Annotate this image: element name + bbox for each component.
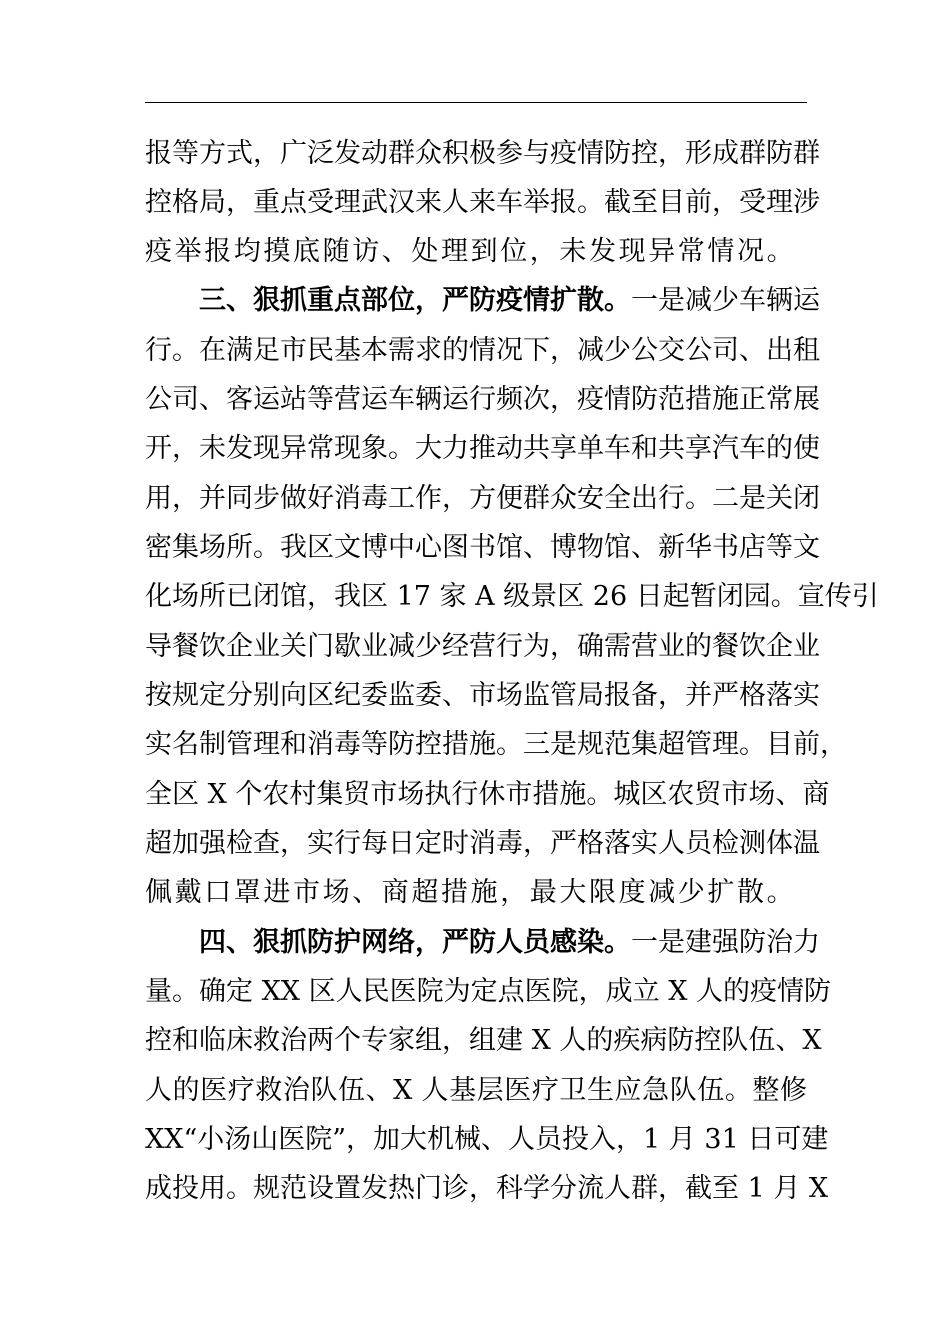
text-line: 密集场所。我区文博中心图书馆、博物馆、新华书店等文 <box>145 532 820 563</box>
text-line: 控格局，重点受理武汉来人来车举报。截至目前，受理涉 <box>145 187 820 218</box>
text-line: 佩戴口罩进市场、商超措施，最大限度减少扩散。 <box>145 877 797 908</box>
text-line: 疫举报均摸底随访、处理到位，未发现异常情况。 <box>145 236 797 267</box>
text-line: 控和临床救治两个专家组，组建 X 人的疾病防控队伍、X <box>145 1025 822 1056</box>
text-line: 量。确定 XX 区人民医院为定点医院，成立 X 人的疫情防 <box>145 976 831 1007</box>
section-heading-3: 三、狠抓重点部位，严防疫情扩散。 <box>199 285 631 316</box>
text-line: 按规定分别向区纪委监委、市场监管局报备，并严格落实 <box>145 680 820 711</box>
paragraph-3-first-line <box>199 276 820 326</box>
text-line: 化场所已闭馆，我区 17 家 A 级景区 26 日起暂闭园。宣传引 <box>145 581 879 612</box>
text-line: 全区 X 个农村集贸市场执行休市措施。城区农贸市场、商 <box>145 779 830 810</box>
text-line: 实名制管理和消毒等防控措施。三是规范集超管理。目前， <box>145 729 847 760</box>
text-line: 行。在满足市民基本需求的情况下，减少公交公司、出租 <box>145 335 820 366</box>
text-line: 超加强检查，实行每日定时消毒，严格落实人员检测体温 <box>145 828 820 859</box>
text-line: 公司、客运站等营运车辆运行频次，疫情防范措施正常展 <box>145 384 820 415</box>
text-span: 一是建强防治力 <box>631 927 820 958</box>
text-span: 一是减少车辆运 <box>631 285 820 316</box>
text-line: 人的医疗救治队伍、X 人基层医疗卫生应急队伍。整修 <box>145 1075 807 1106</box>
section-heading-4: 四、狠抓防护网络，严防人员感染。 <box>199 927 631 958</box>
paragraph-4-first-line <box>199 918 820 968</box>
text-line: 用，并同步做好消毒工作，方便群众安全出行。二是关闭 <box>145 483 820 514</box>
text-line: 报等方式，广泛发动群众积极参与疫情防控，形成群防群 <box>145 138 820 169</box>
text-line: 导餐饮企业关门歇业减少经营行为，确需营业的餐饮企业 <box>145 631 820 662</box>
text-line: 成投用。规范设置发热门诊，科学分流人群，截至 1 月 X <box>145 1173 829 1204</box>
header-rule <box>145 102 807 103</box>
text-line: 开，未发现异常现象。大力推动共享单车和共享汽车的使 <box>145 433 820 464</box>
text-line: XX“小汤山医院”，加大机械、人员投入，1 月 31 日可建 <box>145 1124 829 1155</box>
